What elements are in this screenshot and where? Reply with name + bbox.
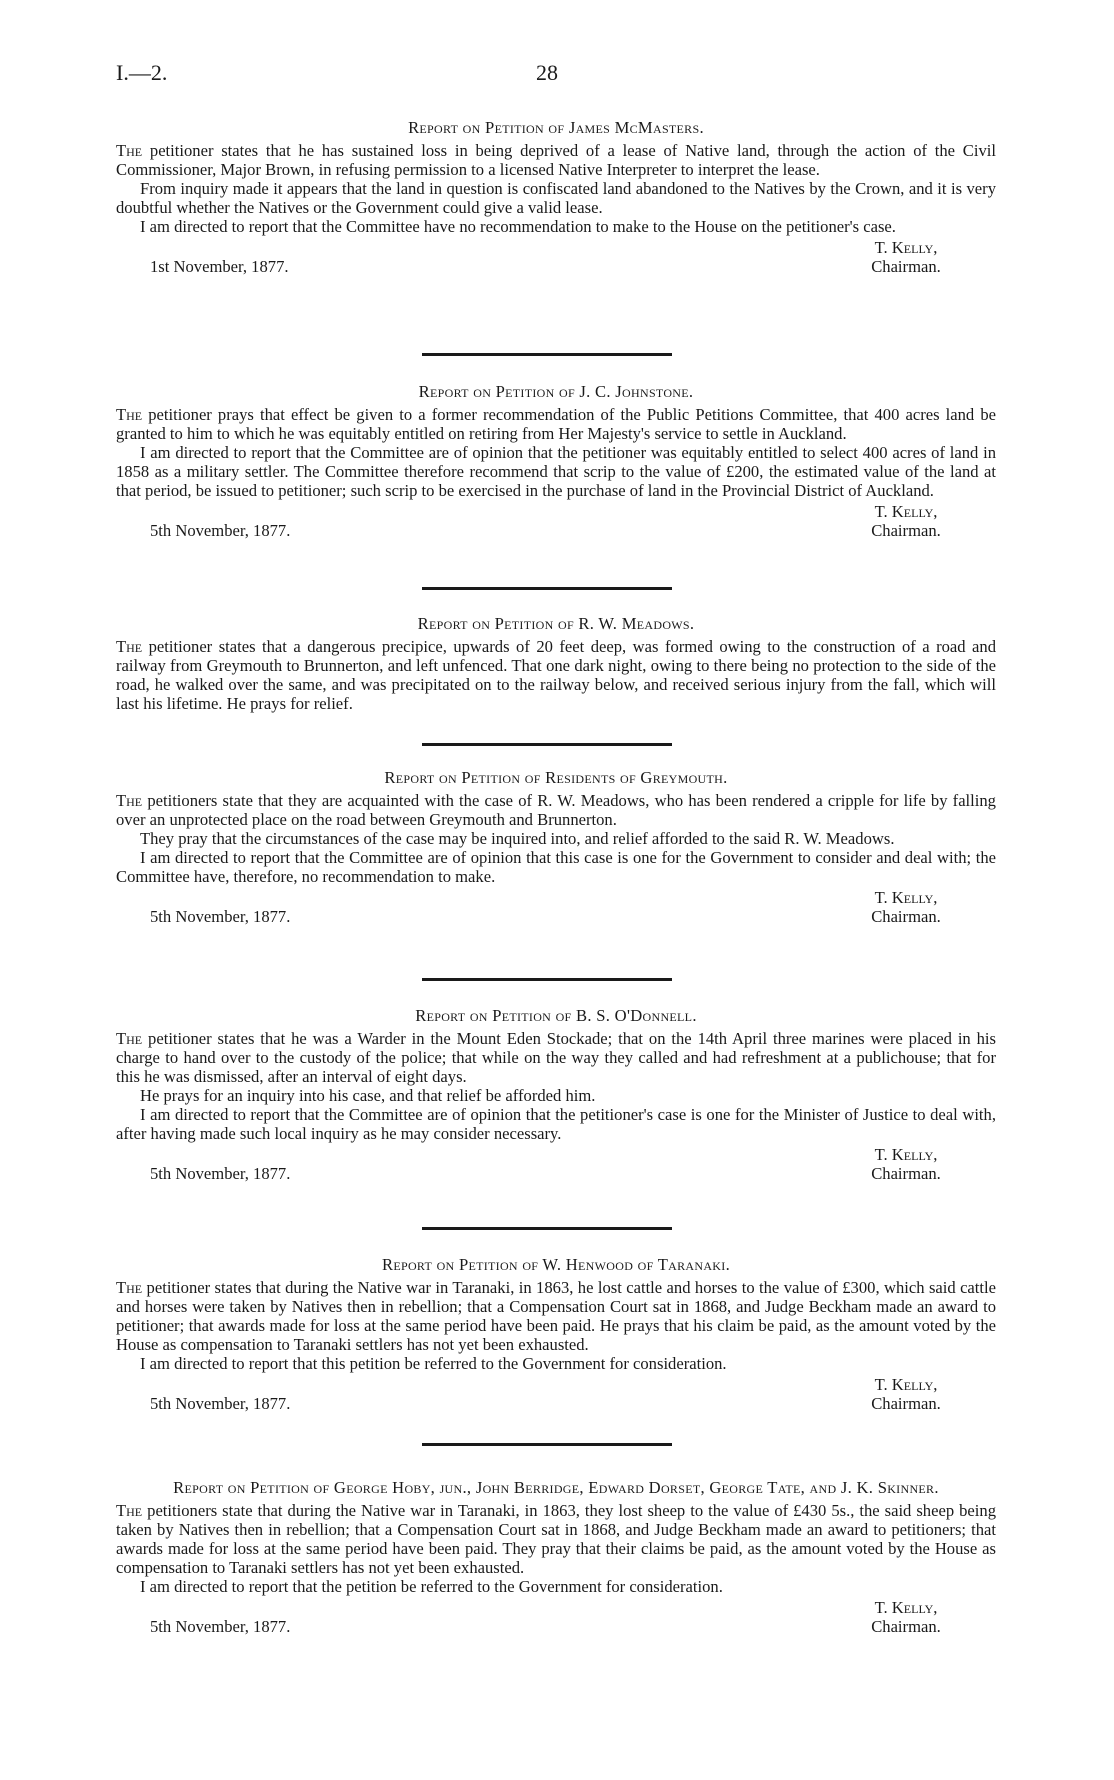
report-title: Report on Petition of R. W. Meadows. <box>417 614 695 633</box>
signatory-name: T. Kelly, <box>874 1375 938 1394</box>
report-date: 5th November, 1877. <box>150 521 291 540</box>
report-paragraph: He prays for an inquiry into his case, and that relief be afforded him. <box>140 1086 596 1105</box>
signatory-role: Chairman. <box>871 1394 941 1413</box>
report-greymouth-residents <box>116 768 996 926</box>
section-divider <box>422 587 672 590</box>
section-divider <box>422 978 672 981</box>
signature-block <box>116 1145 996 1183</box>
report-meadows <box>116 614 996 713</box>
signatory-name: T. Kelly, <box>874 502 938 521</box>
report-odonnell <box>116 1006 996 1183</box>
report-paragraph: From inquiry made it appears that the land in question is confiscated land abandoned to the Natives by the Crown, and it is very doubtful whether the Natives or the Government could give a valid lease. <box>116 179 996 217</box>
signature-block <box>116 1598 996 1636</box>
report-date: 5th November, 1877. <box>150 1394 291 1413</box>
report-title: Report on Petition of James McMasters. <box>408 118 704 137</box>
report-title: Report on Petition of Residents of Greymouth. <box>384 768 728 787</box>
report-date: 1st November, 1877. <box>150 257 289 276</box>
signatory-name: T. Kelly, <box>874 888 938 907</box>
section-divider <box>422 1227 672 1230</box>
report-paragraph: I am directed to report that the petition be referred to the Government for consideration. <box>140 1577 723 1596</box>
signatory-name: T. Kelly, <box>874 1598 938 1617</box>
signatory-role: Chairman. <box>871 1617 941 1636</box>
section-divider <box>422 743 672 746</box>
report-date: 5th November, 1877. <box>150 1617 291 1636</box>
signatory-role: Chairman. <box>871 521 941 540</box>
report-paragraph: I am directed to report that the Committee are of opinion that this case is one for the Government to consider and deal with; the Committee have, therefore, no recommendation to make. <box>116 848 996 886</box>
report-title: Report on Petition of J. C. Johnstone. <box>418 382 694 401</box>
signatory-role: Chairman. <box>871 257 941 276</box>
signatory-role: Chairman. <box>871 1164 941 1183</box>
section-divider <box>422 353 672 356</box>
report-paragraph: The petitioners state that during the Native war in Taranaki, in 1863, they lost sheep to the value of £430 5s., the said sheep being taken by Natives then in rebellion; that a Compensation Court sat in 1868, and Judge Beckham made an award to petitioners; that awards made for loss at the same period have been paid. They pray that their claims be paid, as the amount voted by the House as compensation to Taranaki settlers has not yet been exhausted. <box>116 1501 996 1577</box>
signature-block <box>116 502 996 540</box>
report-title: Report on Petition of B. S. O'Donnell. <box>415 1006 697 1025</box>
report-paragraph: The petitioner states that a dangerous precipice, upwards of 20 feet deep, was formed owing to the construction of a road and railway from Greymouth to Brunnerton, and left unfenced. That one dark night, owing to there being no protection to the side of the road, he walked over the same, and was precipitated on to the railway below, and received serious injury from the fall, which will last his lifetime. He prays for relief. <box>116 637 997 713</box>
report-paragraph: The petitioner states that he has sustained loss in being deprived of a lease of Native land, through the action of the Civil Commissioner, Major Brown, in refusing permission to a licensed Native Interpreter to interpret the lease. <box>116 141 996 179</box>
report-title: Report on Petition of W. Henwood of Taranaki. <box>381 1255 731 1274</box>
report-hoby-and-others <box>116 1478 996 1636</box>
report-date: 5th November, 1877. <box>150 1164 291 1183</box>
report-paragraph: I am directed to report that the Committee are of opinion that the petitioner's case is one for the Minister of Justice to deal with, after having made such local inquiry as he may consider necessary. <box>116 1105 996 1143</box>
report-paragraph: I am directed to report that this petition be referred to the Government for consideration. <box>140 1354 727 1373</box>
signature-block <box>116 1375 996 1413</box>
report-paragraph: They pray that the circumstances of the case may be inquired into, and relief afforded to the said R. W. Meadows. <box>140 829 895 848</box>
report-paragraph: The petitioners state that they are acquainted with the case of R. W. Meadows, who has been rendered a cripple for life by falling over an unprotected place on the road between Greymouth and Brunnerton. <box>116 791 996 829</box>
page-header <box>116 60 996 90</box>
report-paragraph: The petitioner states that he was a Warder in the Mount Eden Stockade; that on the 14th April three marines were placed in his charge to hand over to the custody of the police; that while on the way they called and had refreshment at a publichouse; that for this he was dismissed, after an interval of eight days. <box>116 1029 996 1086</box>
report-paragraph: I am directed to report that the Committee have no recommendation to make to the House on the petitioner's case. <box>140 217 896 236</box>
report-paragraph: The petitioner states that during the Native war in Taranaki, in 1863, he lost cattle and horses to the value of £300, which said cattle and horses were taken by Natives then in rebellion; that a Compensation Court sat in 1868, and Judge Beckham made an award to petitioner; that awards made for loss at the same period have been paid. He prays that his claim be paid, as the amount voted by the House as compensation to Taranaki settlers has not yet been exhausted. <box>116 1278 996 1354</box>
signatory-role: Chairman. <box>871 907 941 926</box>
report-title: Report on Petition of George Hoby, jun., John Berridge, Edward Dorset, George Tate, and J. K. Skinner. <box>173 1478 939 1497</box>
report-paragraph: I am directed to report that the Committee are of opinion that the petitioner was equitably entitled to select 400 acres of land in 1858 as a military settler. The Committee therefore recommend that scrip to the value of £200, the estimated value of the land at that period, be issued to petitioner; such scrip to be exercised in the purchase of land in the Provincial District of Auckland. <box>116 443 996 500</box>
page-number: 28 <box>536 60 558 85</box>
signature-block <box>116 238 996 276</box>
signatory-name: T. Kelly, <box>874 238 938 257</box>
signatory-name: T. Kelly, <box>874 1145 938 1164</box>
paper-reference: I.—2. <box>116 60 168 85</box>
report-johnstone <box>116 382 996 540</box>
report-henwood <box>116 1255 996 1413</box>
section-divider <box>422 1443 672 1446</box>
report-date: 5th November, 1877. <box>150 907 291 926</box>
report-mcmasters <box>116 118 996 276</box>
signature-block <box>116 888 996 926</box>
report-paragraph: The petitioner prays that effect be given to a former recommendation of the Public Petitions Committee, that 400 acres land be granted to him to which he was equitably entitled on retiring from Her Majesty's service to settle in Auckland. <box>116 405 996 443</box>
